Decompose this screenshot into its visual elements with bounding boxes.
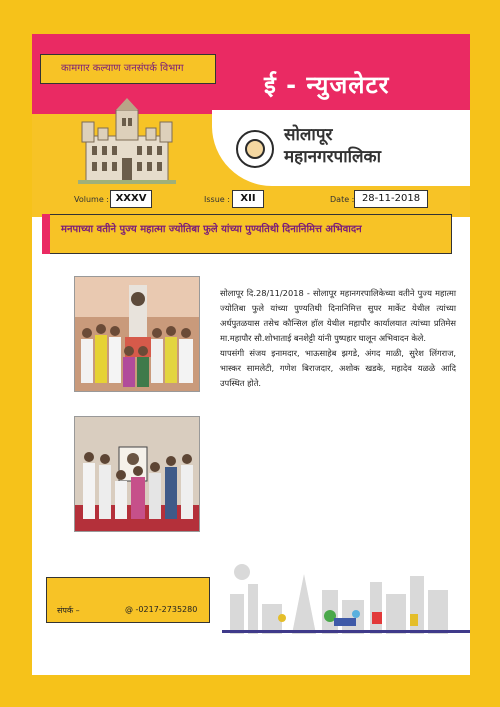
volume-label: Volume : <box>74 195 109 204</box>
department-label <box>40 54 216 84</box>
newsletter-page <box>32 34 470 675</box>
issue-label: Issue : <box>204 195 230 204</box>
contact-label: संपर्क – <box>57 606 80 615</box>
headline-accent <box>42 214 50 254</box>
article-paragraph-1: सोलापूर दि.28/11/2018 - सोलापूर महानगरपालिकेच्या वतीने पुज्य महात्मा ज्योतिबा फुले यांच्या पुण्यतिथी दिनानिमित्त सुपर मार्केट येथील त्यांच्या अर्धपुतळयास तसेच कौन्सिल हॉल येथील महापौर कार्यालयात त्यांच्या प्रतिमेस मा.महापौर सौ.शोभाताई बनशेट्टी यांनी पुष्पहार घालून अभिवादन केले. <box>220 288 456 343</box>
city-skyline-illustration <box>222 554 462 634</box>
article-body <box>220 286 456 391</box>
issue-info-row <box>32 184 470 214</box>
department-text: कामगार कल्याण जनसंपर्क विभाग <box>61 63 184 74</box>
municipal-building-image <box>78 96 176 184</box>
event-photo-statue <box>74 276 200 392</box>
volume-value: XXXV <box>110 190 152 208</box>
corporation-emblem-icon <box>236 130 274 168</box>
date-value: 28-11-2018 <box>354 190 428 208</box>
footer-divider <box>222 630 470 633</box>
headline-text: मनपाच्या वतीने पुज्य महात्मा ज्योतिबा फुले यांच्या पुण्यतिथी दिनानिमित्त अभिवादन <box>61 224 362 235</box>
contact-box <box>46 577 210 623</box>
newsletter-title: ई - न्युजलेटर <box>264 71 390 99</box>
date-label: Date : <box>330 195 355 204</box>
organization-name: सोलापूर महानगरपालिका <box>284 125 382 167</box>
article-paragraph-2: यापसंगी संजय इनामदार, भाऊसाहेब झगडे, अंगद माळी, सुरेश लिंगराज, भास्कर सामलेटी, गणेश बिराजदार, अशोक खडके, महादेव यळळे आदि उपस्थित होते. <box>220 348 456 388</box>
issue-value: XII <box>232 190 264 208</box>
contact-phone: @ -0217-2735280 <box>125 605 198 614</box>
event-photo-portrait <box>74 416 200 532</box>
headline-box <box>42 214 452 254</box>
